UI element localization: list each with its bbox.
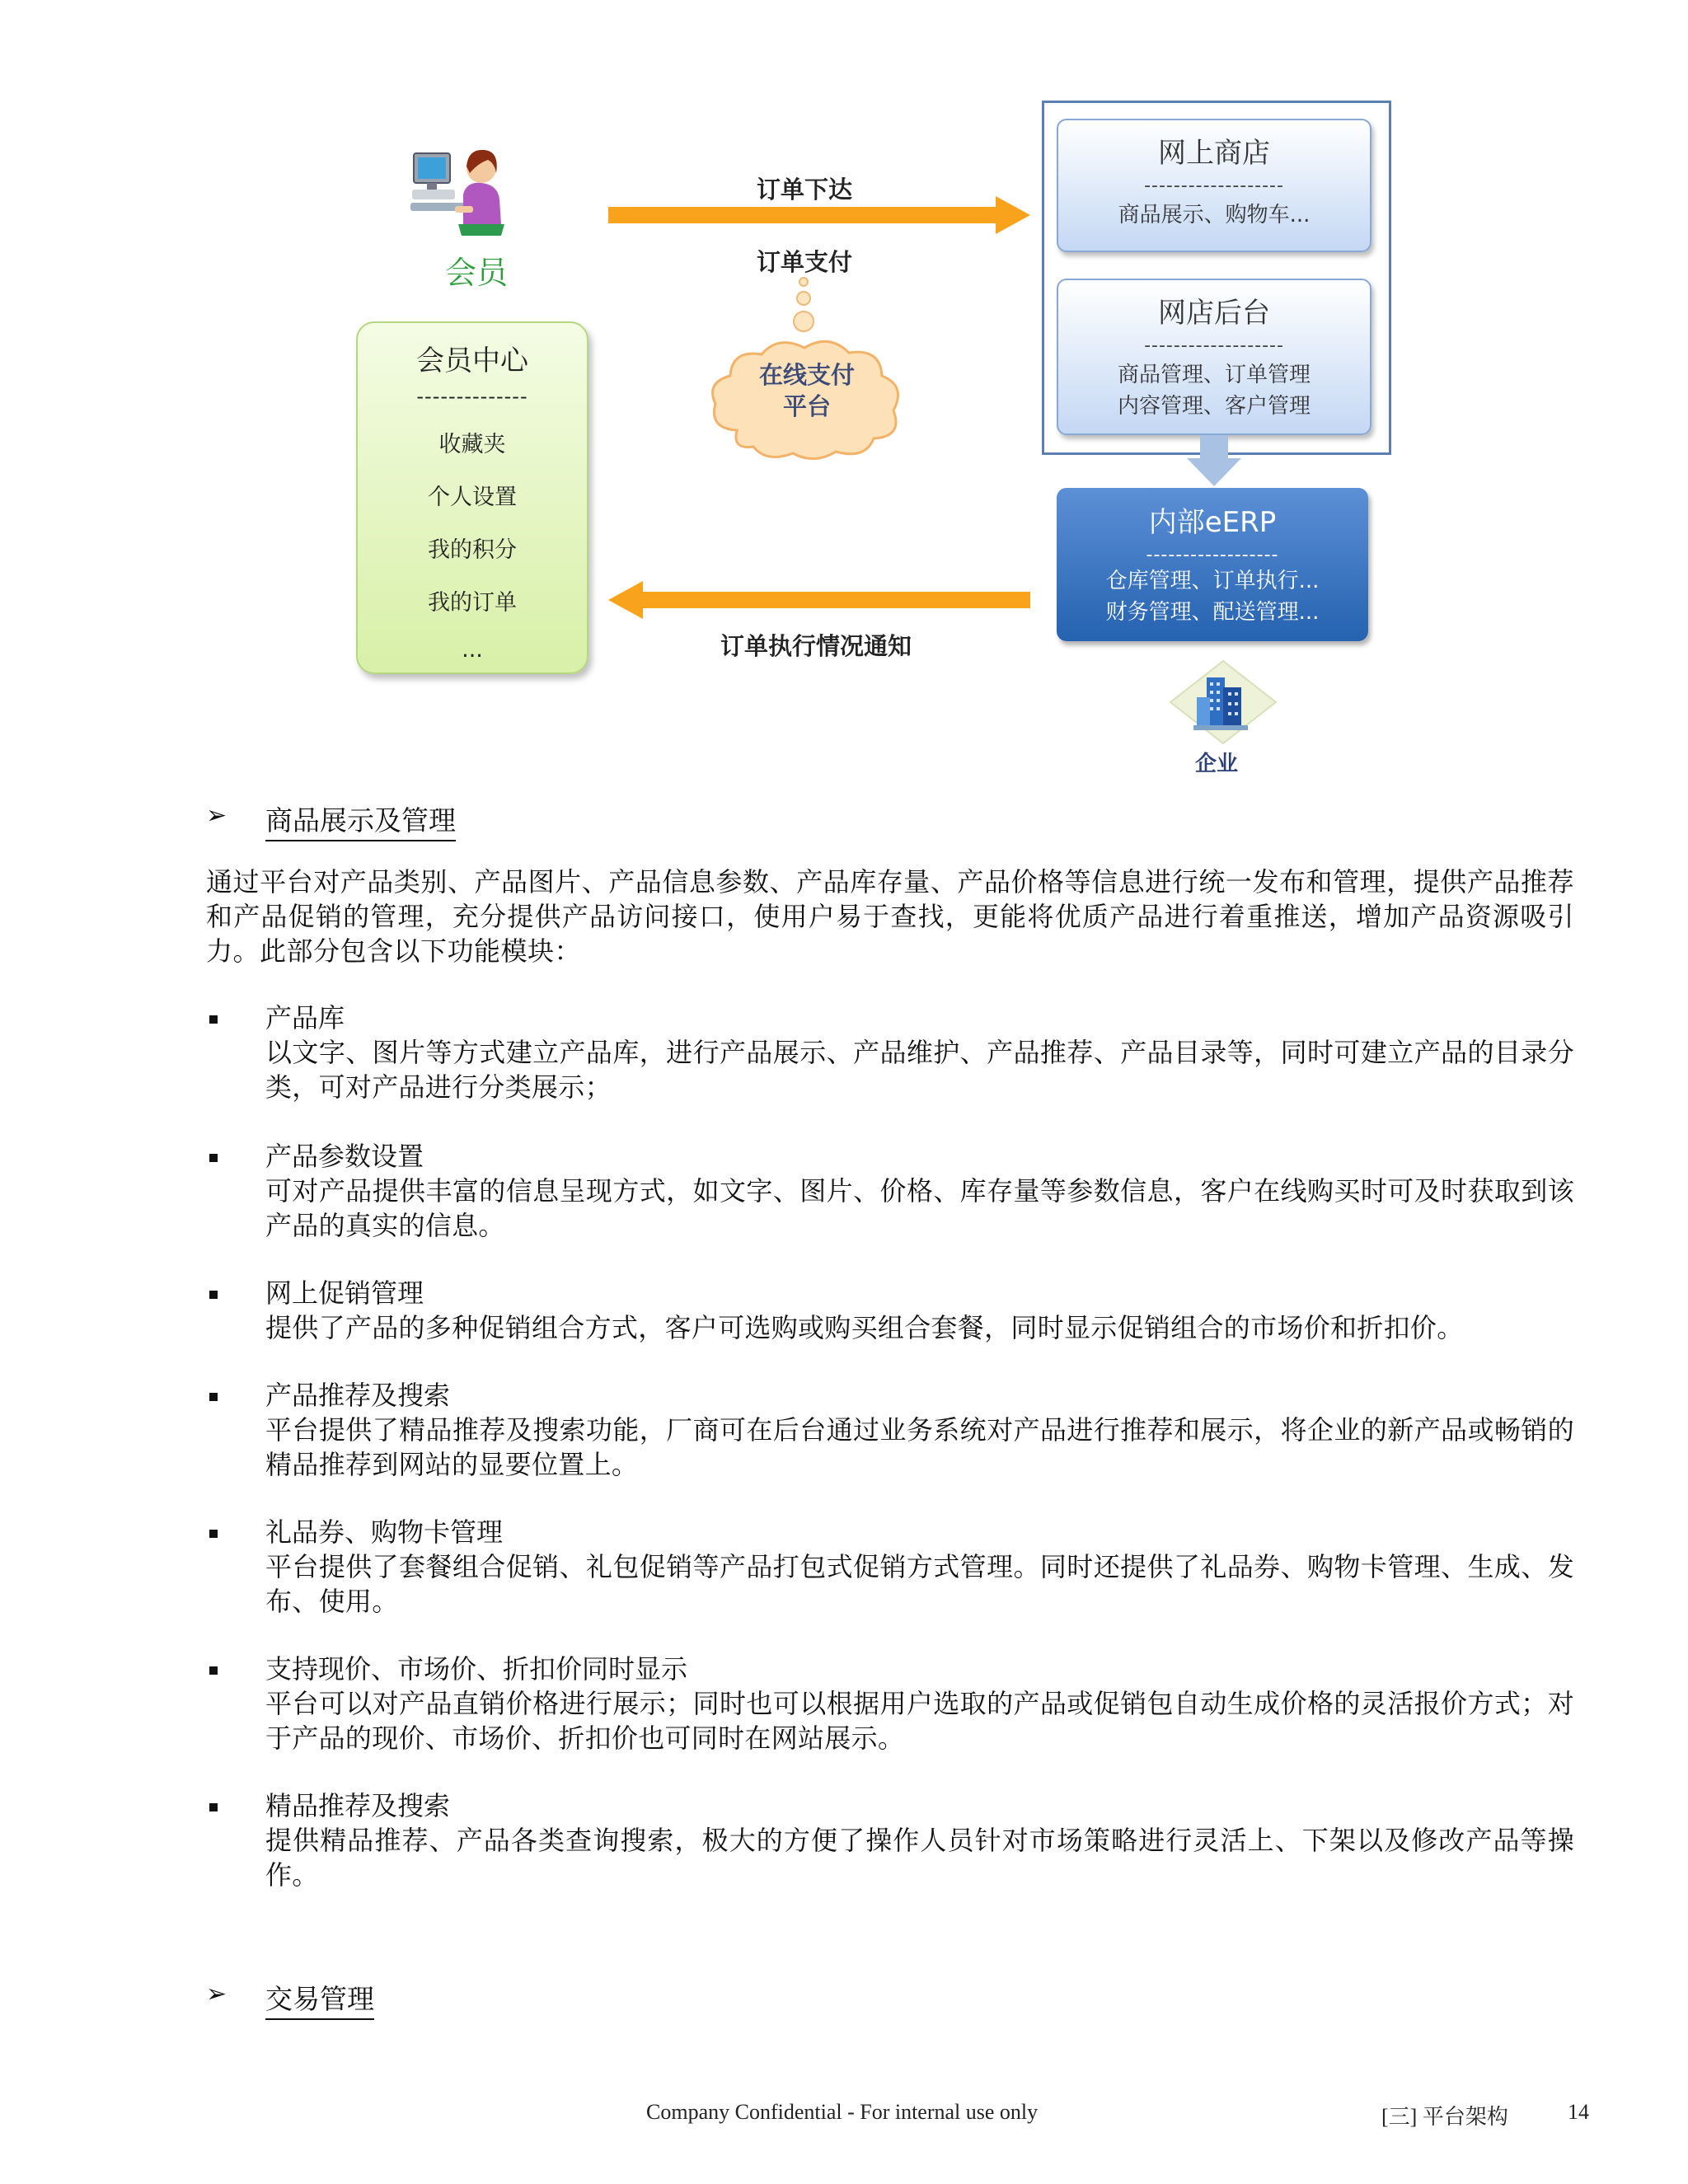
order-payment-label: 订单支付 xyxy=(757,248,853,276)
feature-item-body: 平台可以对产品直销价格进行展示；同时也可以根据用户选取的产品或促销包自动生成价格的灵活报价方式；对于产品的现价、市场价、折扣价也可同时在网站展示。 xyxy=(265,1688,1574,1754)
arrowhead-bullet-icon: ➢ xyxy=(206,801,227,830)
footer-page-number: 14 xyxy=(1568,2100,1589,2124)
square-bullet-icon xyxy=(209,1803,218,1811)
payment-platform-line2: 平台 xyxy=(782,392,831,420)
feature-item-title: 网上促销管理 xyxy=(265,1277,424,1309)
section-heading-product-management xyxy=(265,799,456,838)
store-backend-line1: 商品管理、订单管理 xyxy=(1117,363,1311,387)
member-center-item-orders: 我的订单 xyxy=(428,590,517,616)
internal-erp-line1: 仓库管理、订单执行... xyxy=(1105,569,1320,593)
internal-erp-divider: ------------------ xyxy=(1146,545,1279,565)
feature-item-title: 精品推荐及搜索 xyxy=(265,1790,451,1821)
order-down-label: 订单下达 xyxy=(757,176,853,204)
order-notify-label: 订单执行情况通知 xyxy=(720,632,912,660)
person-at-computer-icon xyxy=(409,145,514,241)
feature-item xyxy=(206,1001,1574,1104)
square-bullet-icon xyxy=(209,1393,218,1401)
feature-item-body: 平台提供了套餐组合促销、礼包促销等产品打包式促销方式管理。同时还提供了礼品券、购物卡管理、生成、发布、使用。 xyxy=(265,1551,1574,1617)
feature-item xyxy=(206,1378,1574,1482)
arrowhead-bullet-icon: ➢ xyxy=(206,1980,227,2008)
store-backend-title: 网店后台 xyxy=(1158,297,1270,330)
feature-item-body: 提供精品推荐、产品各类查询搜索，极大的方便了操作人员针对市场策略进行灵活上、下架以及修改产品等操作。 xyxy=(265,1825,1574,1891)
feature-item-body: 平台提供了精品推荐及搜索功能，厂商可在后台通过业务系统对产品进行推荐和展示，将企业的新产品或畅销的精品推荐到网站的显要位置上。 xyxy=(265,1414,1574,1480)
section-heading-transaction-management xyxy=(265,1978,374,2017)
enterprise-label: 企业 xyxy=(1195,752,1239,776)
feature-item-body: 可对产品提供丰富的信息呈现方式，如文字、图片、价格、库存量等参数信息，客户在线购买时可及时获取到该产品的真实的信息。 xyxy=(265,1175,1574,1241)
section-heading-text: 商品展示及管理 xyxy=(265,804,456,841)
section-intro-paragraph: 通过平台对产品类别、产品图片、产品信息参数、产品库存量、产品价格等信息进行统一发布和管理，提供产品推荐和产品促销的管理，充分提供产品访问接口，使用户易于查找，更能将优质产品进行着重推送，增加产品资源吸引力。此部分包含以下功能模块： xyxy=(206,866,1574,967)
member-center-divider: -------------- xyxy=(416,385,528,408)
member-center-item-settings: 个人设置 xyxy=(428,485,517,510)
office-building-icon xyxy=(1169,659,1278,745)
member-center-item-points: 我的积分 xyxy=(428,537,517,563)
section-heading-text: 交易管理 xyxy=(265,1983,374,2020)
member-center-box xyxy=(356,321,588,674)
footer-confidential: Company Confidential - For internal use only xyxy=(646,2100,1039,2124)
square-bullet-icon xyxy=(209,1666,218,1675)
feature-item xyxy=(206,1652,1574,1755)
square-bullet-icon xyxy=(209,1015,218,1024)
feature-item xyxy=(206,1139,1574,1243)
feature-item-title: 支持现价、市场价、折扣价同时显示 xyxy=(265,1653,688,1685)
feature-item-body: 以文字、图片等方式建立产品库，进行产品展示、产品维护、产品推荐、产品目录等，同时可建立产品的目录分类，可对产品进行分类展示； xyxy=(265,1037,1574,1103)
feature-item-title: 产品参数设置 xyxy=(265,1141,424,1172)
member-center-item-favorites: 收藏夹 xyxy=(438,432,506,457)
member-label: 会员 xyxy=(445,255,509,291)
online-store-box xyxy=(1057,119,1372,252)
online-store-subtitle: 商品展示、购物车... xyxy=(1118,203,1311,227)
feature-item xyxy=(206,1515,1574,1619)
store-backend-line2: 内容管理、客户管理 xyxy=(1117,394,1311,419)
store-backend-box xyxy=(1057,279,1372,435)
feature-item-body: 提供了产品的多种促销组合方式，客户可选购或购买组合套餐，同时显示促销组合的市场价和折扣价。 xyxy=(265,1312,1464,1343)
footer-chapter: [三] 平台架构 xyxy=(1381,2105,1508,2129)
internal-erp-title: 内部eERP xyxy=(1148,506,1277,539)
feature-item xyxy=(206,1788,1574,1892)
member-center-item-more: ... xyxy=(462,637,483,663)
right-arrow-icon xyxy=(608,196,1030,234)
internal-erp-line2: 财务管理、配送管理... xyxy=(1105,600,1320,625)
internal-erp-box xyxy=(1057,488,1368,641)
square-bullet-icon xyxy=(209,1530,218,1538)
payment-platform-line1: 在线支付 xyxy=(758,361,855,389)
thought-bubble-icon xyxy=(791,275,816,335)
payment-platform-label xyxy=(737,359,877,422)
square-bullet-icon xyxy=(209,1291,218,1299)
down-arrow-icon xyxy=(1187,435,1241,486)
store-backend-divider: ------------------- xyxy=(1144,335,1284,356)
left-arrow-icon xyxy=(608,581,1030,619)
member-center-title: 会员中心 xyxy=(416,344,528,377)
square-bullet-icon xyxy=(209,1154,218,1162)
feature-item-title: 产品库 xyxy=(265,1002,345,1033)
feature-item-title: 礼品券、购物卡管理 xyxy=(265,1516,504,1548)
feature-item xyxy=(206,1276,1574,1345)
online-store-title: 网上商店 xyxy=(1158,137,1270,170)
online-store-divider: ------------------- xyxy=(1144,176,1284,196)
feature-item-title: 产品推荐及搜索 xyxy=(265,1380,451,1411)
